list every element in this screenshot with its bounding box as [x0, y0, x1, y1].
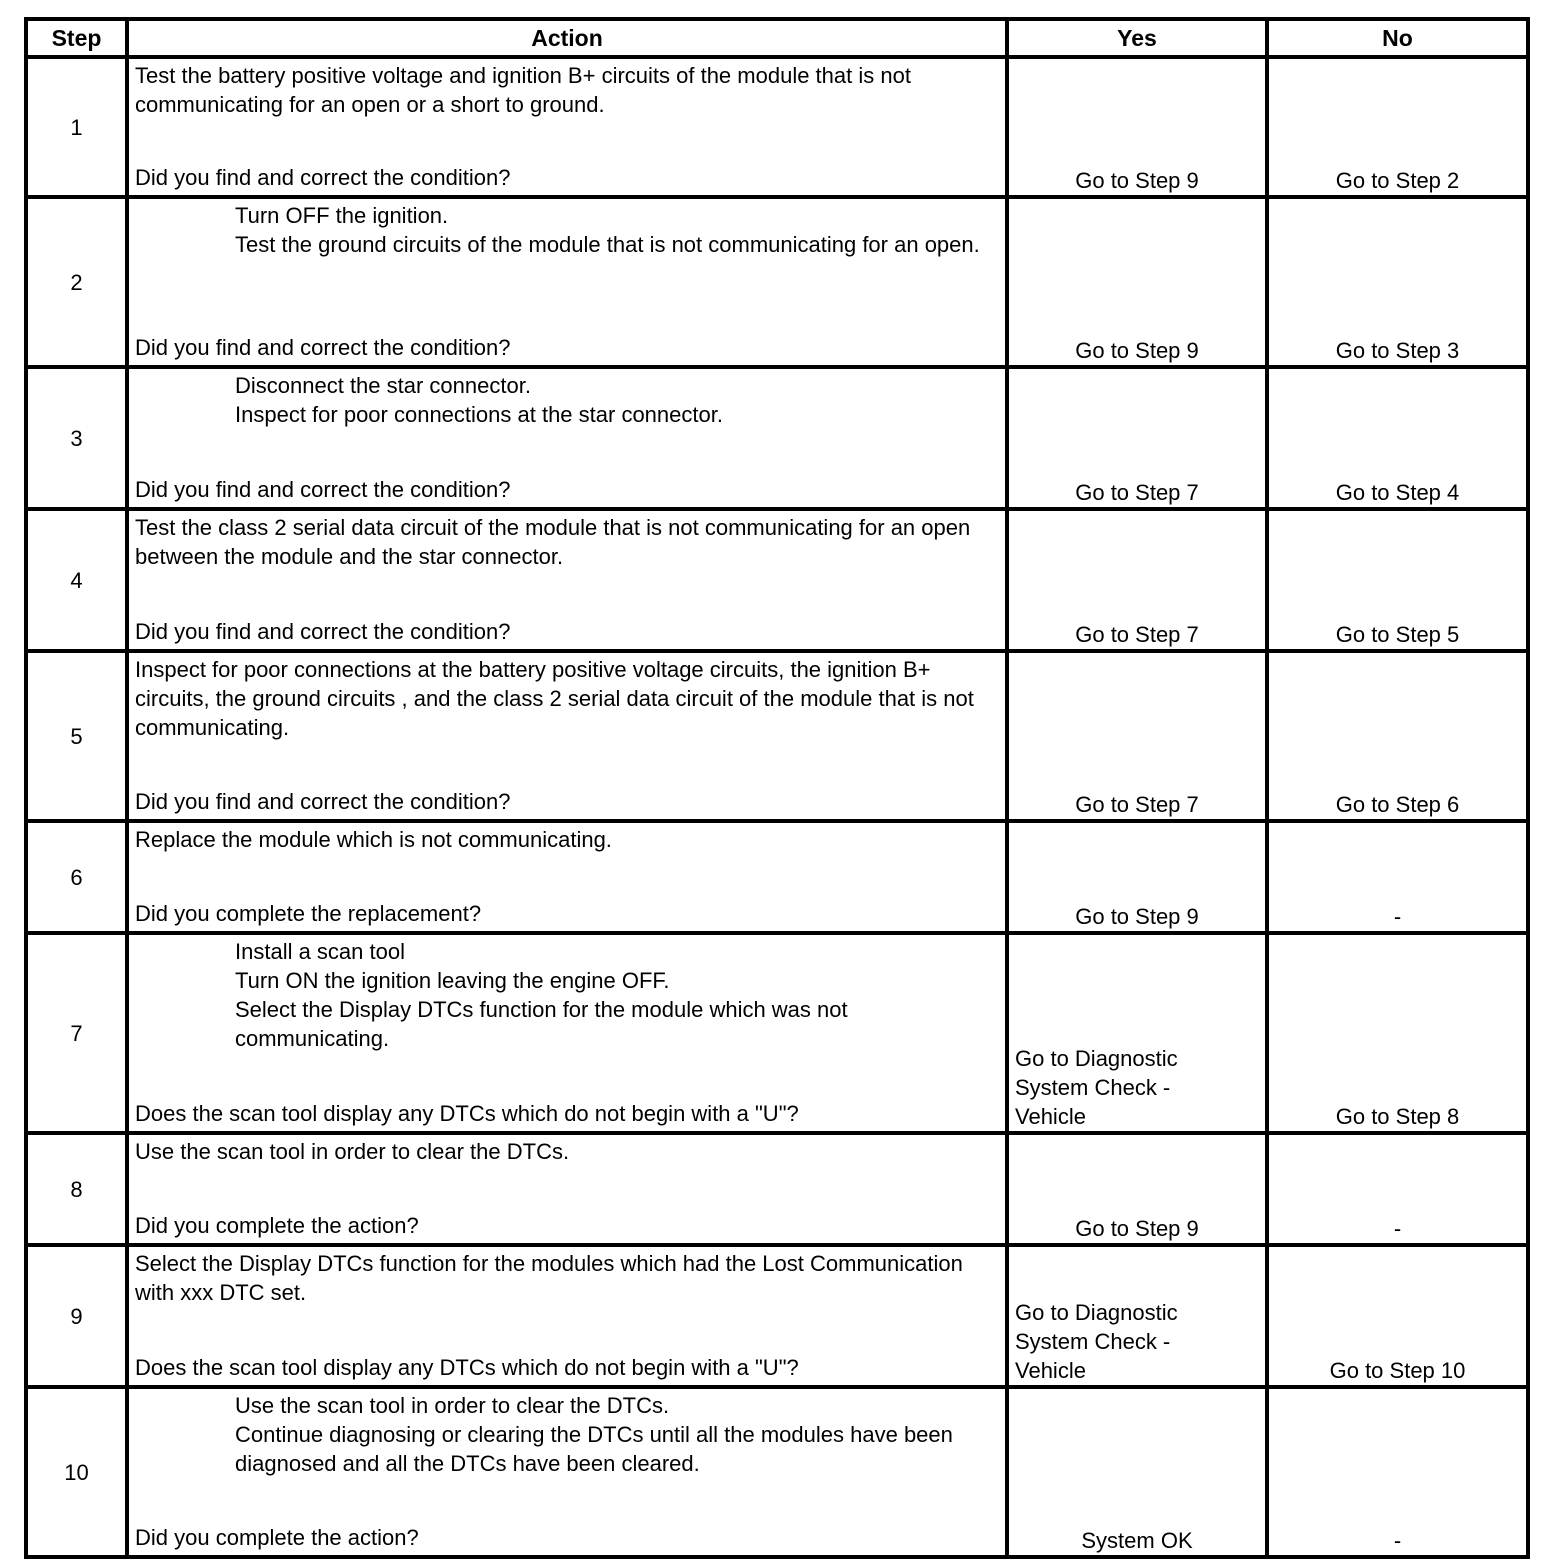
action-instruction: Test the ground circuits of the module that is not communicating for an open. — [235, 232, 980, 257]
action-text: Test the class 2 serial data circuit of the module that is not communicating for an open between the module and the star connector. — [135, 515, 971, 569]
table-row — [26, 197, 1528, 367]
no-result: Go to Step 8 — [1267, 933, 1528, 1133]
action-question: Did you complete the action? — [135, 1213, 419, 1238]
action-question: Does the scan tool display any DTCs which do not begin with a "U"? — [135, 1101, 799, 1126]
action-instruction: Continue diagnosing or clearing the DTCs until all the modules have been diagnosed and all the DTCs have been cleared. — [235, 1422, 953, 1476]
action-instruction: Disconnect the star connector. — [235, 373, 531, 398]
table-row — [26, 509, 1528, 651]
yes-result: System OK — [1007, 1387, 1267, 1557]
table-body — [26, 57, 1528, 1557]
no-result: Go to Step 2 — [1267, 57, 1528, 197]
yes-result: Go to Step 7 — [1007, 651, 1267, 821]
action-instruction: Inspect for poor connections at the star connector. — [235, 402, 723, 427]
action-cell — [127, 1245, 1007, 1387]
action-text: Inspect for poor connections at the battery positive voltage circuits, the ignition B+ circuits, the ground circuits , and the class 2 serial data circuit of the module that is not communicating. — [135, 657, 974, 740]
step-number: 7 — [26, 933, 127, 1133]
no-result: Go to Step 5 — [1267, 509, 1528, 651]
action-instruction: Select the Display DTCs function for the module which was not communicating. — [235, 997, 848, 1051]
action-question: Did you complete the action? — [135, 1525, 419, 1550]
action-cell — [127, 57, 1007, 197]
yes-result: Go to Diagnostic System Check - Vehicle — [1007, 1245, 1267, 1387]
no-result: - — [1267, 821, 1528, 933]
action-question: Did you find and correct the condition? — [135, 789, 511, 814]
header-row — [26, 19, 1528, 57]
table-row — [26, 651, 1528, 821]
yes-result: Go to Diagnostic System Check - Vehicle — [1007, 933, 1267, 1133]
step-number: 2 — [26, 197, 127, 367]
action-instruction: Turn ON the ignition leaving the engine OFF. — [235, 968, 670, 993]
action-cell — [127, 367, 1007, 509]
action-text: Replace the module which is not communicating. — [135, 827, 612, 852]
step-number: 1 — [26, 57, 127, 197]
yes-result: Go to Step 9 — [1007, 1133, 1267, 1245]
action-instruction: Use the scan tool in order to clear the DTCs. — [235, 1393, 670, 1418]
step-number: 10 — [26, 1387, 127, 1557]
yes-result: Go to Step 9 — [1007, 197, 1267, 367]
action-question: Did you find and correct the condition? — [135, 165, 511, 190]
action-question: Did you find and correct the condition? — [135, 619, 511, 644]
step-number: 3 — [26, 367, 127, 509]
table-row — [26, 57, 1528, 197]
table-row — [26, 1133, 1528, 1245]
action-cell — [127, 1133, 1007, 1245]
table-row — [26, 367, 1528, 509]
step-number: 9 — [26, 1245, 127, 1387]
no-result: Go to Step 4 — [1267, 367, 1528, 509]
yes-result: Go to Step 9 — [1007, 821, 1267, 933]
step-number: 5 — [26, 651, 127, 821]
action-cell — [127, 1387, 1007, 1557]
no-result: Go to Step 10 — [1267, 1245, 1528, 1387]
header-yes: Yes — [1007, 19, 1267, 57]
header-step: Step — [26, 19, 127, 57]
action-question: Did you find and correct the condition? — [135, 477, 511, 502]
action-cell — [127, 651, 1007, 821]
step-number: 4 — [26, 509, 127, 651]
header-no: No — [1267, 19, 1528, 57]
action-question: Did you find and correct the condition? — [135, 335, 511, 360]
action-cell — [127, 821, 1007, 933]
table-row — [26, 933, 1528, 1133]
table-row — [26, 1245, 1528, 1387]
yes-result: Go to Step 7 — [1007, 509, 1267, 651]
no-result: Go to Step 3 — [1267, 197, 1528, 367]
no-result: - — [1267, 1133, 1528, 1245]
action-question: Does the scan tool display any DTCs which do not begin with a "U"? — [135, 1355, 799, 1380]
diagnostic-table — [24, 17, 1530, 1559]
action-text: Test the battery positive voltage and ignition B+ circuits of the module that is not communicating for an open or a short to ground. — [135, 63, 911, 117]
action-text: Use the scan tool in order to clear the DTCs. — [135, 1139, 570, 1164]
no-result: - — [1267, 1387, 1528, 1557]
yes-result: Go to Step 9 — [1007, 57, 1267, 197]
action-question: Did you complete the replacement? — [135, 901, 482, 926]
no-result: Go to Step 6 — [1267, 651, 1528, 821]
action-instruction: Turn OFF the ignition. — [235, 203, 449, 228]
action-cell — [127, 933, 1007, 1133]
action-cell — [127, 509, 1007, 651]
table-row — [26, 1387, 1528, 1557]
action-text: Select the Display DTCs function for the modules which had the Lost Communication with xxx DTC set. — [135, 1251, 963, 1305]
yes-result: Go to Step 7 — [1007, 367, 1267, 509]
step-number: 6 — [26, 821, 127, 933]
table-row — [26, 821, 1528, 933]
header-action: Action — [127, 19, 1007, 57]
action-cell — [127, 197, 1007, 367]
action-instruction: Install a scan tool — [235, 939, 405, 964]
step-number: 8 — [26, 1133, 127, 1245]
